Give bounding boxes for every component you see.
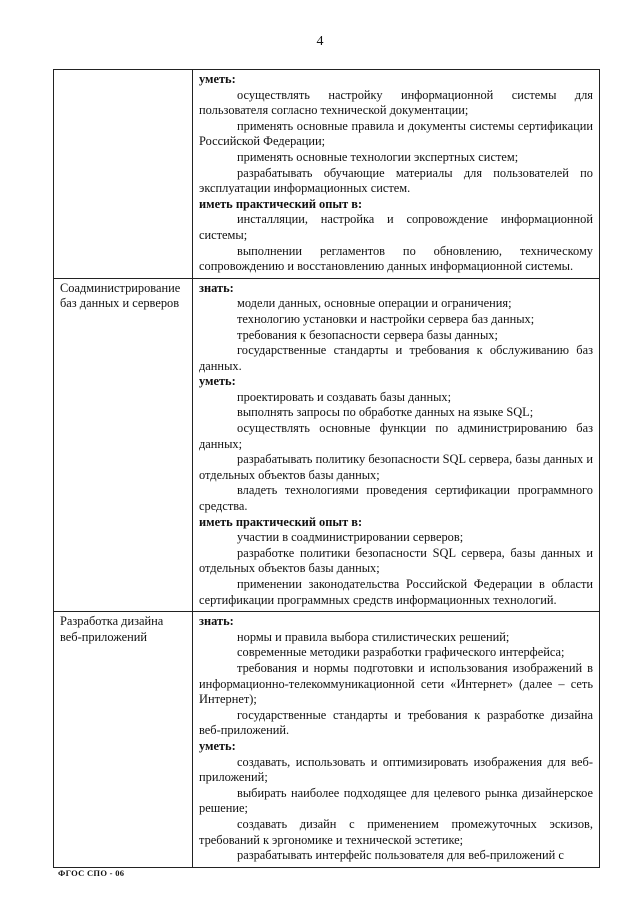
requirement-item: государственные стандарты и требования к разработке дизайна веб-приложений. [199, 707, 593, 738]
footer-code: ФГОС СПО - 06 [58, 868, 125, 878]
page-number: 4 [316, 34, 324, 49]
competency-name: Соадминистрирование баз данных и серверов [54, 278, 193, 611]
competency-requirements [193, 612, 600, 868]
requirement-item: разрабатывать интерфейс пользователя для веб-приложений с [237, 848, 564, 863]
requirement-item: государственные стандарты и требования к обслуживанию баз данных. [199, 343, 593, 373]
requirement-item: создавать дизайн с применением промежуточных эскизов, требований к эргономике и технической эстетике; [199, 816, 593, 847]
competency-requirements [193, 278, 600, 611]
requirement-item: осуществлять настройку информационной системы для пользователя согласно технической документации; [199, 87, 593, 118]
section-heading: уметь: [199, 738, 236, 753]
section-heading: уметь: [199, 374, 236, 389]
table-row [54, 612, 600, 868]
section-heading: иметь практический опыт в: [199, 196, 363, 211]
requirement-item: нормы и правила выбора стилистических решений; [237, 629, 510, 644]
competency-name [54, 70, 193, 279]
requirement-item: применять основные правила и документы системы сертификации Российской Федерации; [199, 118, 593, 149]
competency-requirements [193, 70, 600, 279]
requirement-item: выполнении регламентов по обновлению, техническому сопровождению и восстановлению данных информационной системы. [199, 243, 593, 274]
competency-name: Разработка дизайна веб-приложений [54, 612, 193, 868]
table-row [54, 278, 600, 611]
requirement-item: создавать, использовать и оптимизировать изображения для веб-приложений; [199, 754, 593, 785]
requirement-item: требования и нормы подготовки и использования изображений в информационно-телекоммуникационной сети «Интернет» (далее – сеть Интернет); [199, 660, 593, 707]
requirement-item: разработке политики безопасности SQL сервера, базы данных и отдельных объектов базы данных; [199, 545, 593, 576]
requirement-item: применять основные технологии экспертных систем; [237, 149, 519, 164]
requirement-item: разрабатывать политику безопасности SQL сервера, базы данных и отдельных объектов базы данных; [199, 452, 593, 482]
table-row [54, 70, 600, 279]
requirement-item: осуществлять основные функции по администрированию баз данных; [199, 421, 593, 451]
requirement-item: применении законодательства Российской Федерации в области сертификации программных средств информационных технологий. [199, 577, 593, 607]
requirement-item: выполнять запросы по обработке данных на языке SQL; [237, 405, 534, 420]
requirement-item: участии в соадминистрировании серверов; [237, 530, 464, 545]
section-heading: знать: [199, 280, 234, 295]
requirement-item: проектировать и создавать базы данных; [237, 389, 452, 404]
requirement-item: разрабатывать обучающие материалы для пользователей по эксплуатации информационных систем. [199, 165, 593, 196]
requirement-item: владеть технологиями проведения сертификации программного средства. [199, 483, 593, 514]
section-heading: уметь: [199, 72, 236, 86]
requirement-item: требования к безопасности сервера базы данных; [237, 327, 498, 342]
competency-table [53, 69, 600, 868]
requirement-item: инсталляции, настройка и сопровождение информационной системы; [199, 212, 593, 242]
section-heading: знать: [199, 614, 234, 629]
requirement-item: модели данных, основные операции и ограничения; [237, 296, 512, 311]
section-heading: иметь практический опыт в: [199, 514, 363, 529]
requirement-item: современные методики разработки графического интерфейса; [237, 645, 565, 660]
requirement-item: выбирать наиболее подходящее для целевого рынка дизайнерское решение; [199, 785, 593, 816]
requirement-item: технологию установки и настройки сервера баз данных; [237, 311, 535, 326]
